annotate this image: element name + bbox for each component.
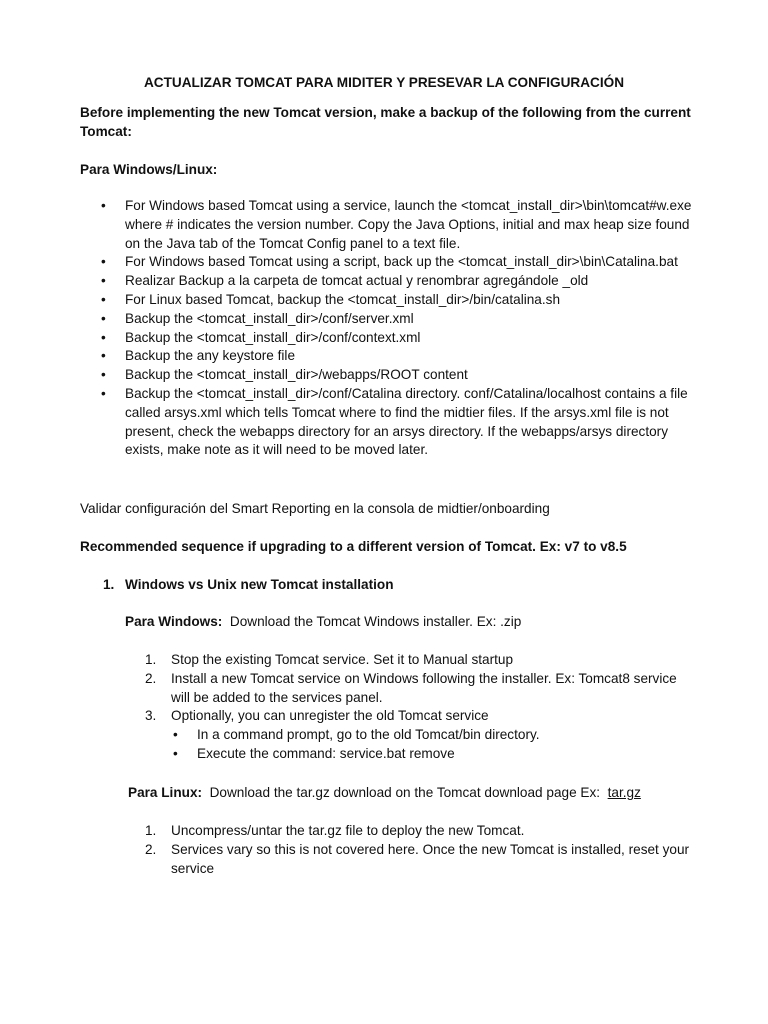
tar-gz-link[interactable]: tar.gz [607,785,641,800]
linux-steps [145,822,700,878]
windows-steps [145,651,695,764]
linux-text: Download the tar.gz download on the Tomcat download page Ex: [209,785,601,800]
step-text: Stop the existing Tomcat service. Set it to Manual startup [171,652,514,667]
step-number: 1. [145,823,157,838]
page-title: ACTUALIZAR TOMCAT PARA MIDITER Y PRESEVAR LA CONFIGURACIÓN [143,75,625,90]
linux-label: Para Linux: [128,785,203,800]
windows-paragraph [125,613,685,632]
windows-text: Download the Tomcat Windows installer. Ex: .zip [229,614,522,629]
backup-list [80,197,700,460]
list-item [145,670,695,708]
step-number: 2. [145,841,157,857]
list-item: • Realizar Backup a la carpeta de tomcat actual y renombrar agregándole _old [80,272,700,291]
windows-sub-list [171,726,695,764]
step-text: Services vary so this is not covered here. Once the new Tomcat is installed, reset your service [171,841,690,876]
section-number: 1. [103,577,115,592]
linux-paragraph [128,784,708,803]
step-text: Install a new Tomcat service on Windows following the installer. Ex: Tomcat8 service will be added to the services panel. [171,670,677,705]
section-heading: Windows vs Unix new Tomcat installation [125,577,394,592]
list-item: • For Linux based Tomcat, backup the <tomcat_install_dir>/bin/catalina.sh [80,291,700,310]
list-item: • Execute the command: service.bat remove [171,745,695,764]
step-text: Optionally, you can unregister the old Tomcat service [171,708,489,724]
list-item [145,841,700,879]
list-item [145,822,700,841]
list-item: • Backup the <tomcat_install_dir>/conf/context.xml [80,329,700,348]
list-item: • Backup the any keystore file [80,347,700,366]
sequence-heading: Recommended sequence if upgrading to a different version of Tomcat. Ex: v7 to v8.5 [80,539,627,554]
step-number: 3. [145,708,157,724]
list-item: • Backup the <tomcat_install_dir>/conf/Catalina directory. conf/Catalina/localhost contains a file called arsys.xml which tells Tomcat where to find the midtier files. If the arsys.xml file is not present, check the webapps directory for an arsys directory. If the webapps/arsys directory exists, make note as it will need to be moved later. [80,385,700,460]
platform-heading: Para Windows/Linux: [80,162,218,177]
list-item: • For Windows based Tomcat using a service, launch the <tomcat_install_dir>\bin\tomcat#w.exe where # indicates the version number. Copy the Java Options, initial and max heap size found on the Java tab of the Tomcat Config panel to a text file. [80,197,700,253]
list-item: • Backup the <tomcat_install_dir>/webapps/ROOT content [80,366,700,385]
list-item: • In a command prompt, go to the old Tomcat/bin directory. [171,726,695,745]
list-item [145,707,695,763]
list-item: • Backup the <tomcat_install_dir>/conf/server.xml [80,310,700,329]
step-number: 1. [145,652,157,667]
step-text: Uncompress/untar the tar.gz file to deploy the new Tomcat. [171,823,525,838]
list-item: • For Windows based Tomcat using a script, back up the <tomcat_install_dir>\bin\Catalina.bat [80,253,700,272]
validate-paragraph: Validar configuración del Smart Reporting en la consola de midtier/onboarding [80,501,550,516]
intro-paragraph: Before implementing the new Tomcat version, make a backup of the following from the current Tomcat: [80,105,691,139]
step-number: 2. [145,670,157,686]
windows-label: Para Windows: [125,614,223,629]
list-item [145,651,695,670]
